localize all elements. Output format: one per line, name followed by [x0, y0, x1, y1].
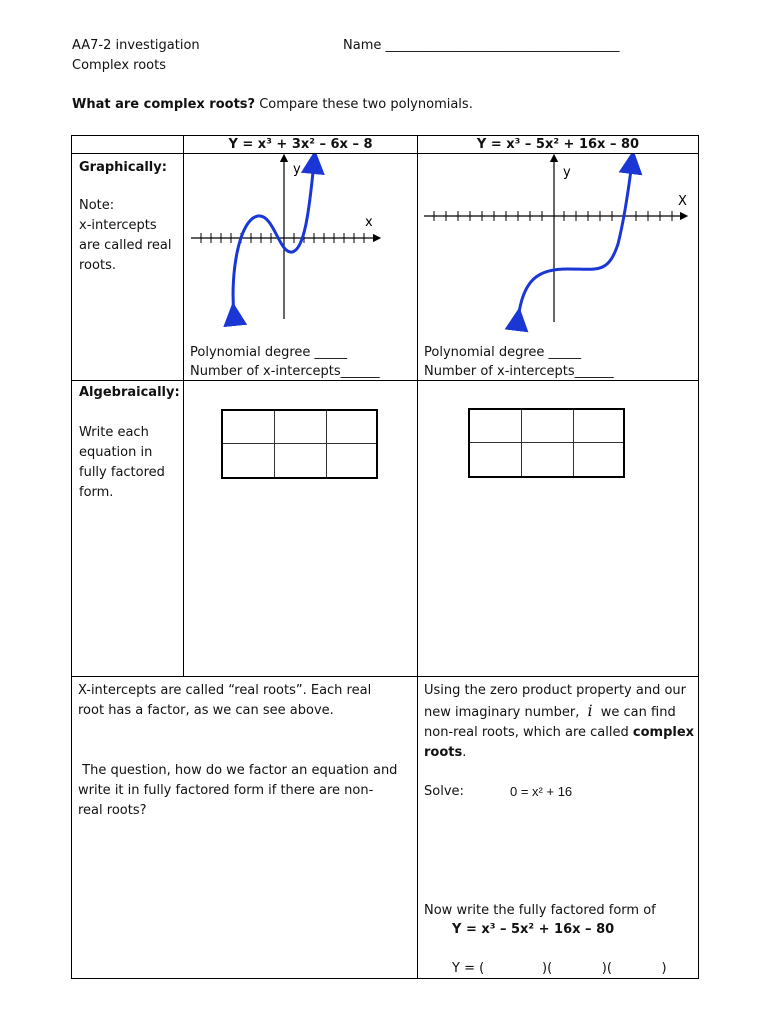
topic-title: Complex roots [72, 58, 166, 73]
graph-2 [418, 154, 698, 344]
name-field[interactable]: Name ____________________________________ [343, 38, 620, 53]
graph2-x-label: X [678, 194, 687, 209]
factor-box-1[interactable] [221, 409, 378, 479]
question-line [72, 97, 473, 112]
factor-box-2[interactable] [468, 408, 625, 478]
question-text: The question, how do we factor an equation and write it in fully factored form if there are non- real roots? [78, 763, 398, 818]
curve-2 [518, 162, 632, 319]
factored-form-blanks[interactable]: Y = ( )( )( ) [452, 961, 667, 976]
solve-equation: 0 = x² + 16 [510, 784, 573, 799]
question-bold: What are complex roots? [72, 97, 256, 112]
col2-title: Y = x³ – 5x² + 16x – 80 [476, 137, 640, 152]
course-title: AA7-2 investigation [72, 38, 200, 53]
question-rest: Compare these two polynomials. [255, 97, 473, 112]
graph-row-label: Graphically: [79, 160, 167, 175]
now-write-text: Now write the fully factored form of [424, 903, 656, 918]
graph2-y-label: y [563, 165, 571, 180]
degree-2: Polynomial degree _____ [424, 345, 582, 360]
alg-row-label: Algebraically: [79, 385, 180, 400]
alg-instructions: Write each equation in fully factored form. [79, 425, 165, 500]
col1-title: Y = x³ + 3x² – 6x – 8 [228, 137, 373, 152]
graph-1 [184, 154, 417, 344]
intercepts-1: Number of x-intercepts______ [190, 364, 380, 379]
equation-2: Y = x³ – 5x² + 16x – 80 [452, 922, 615, 937]
graph1-x-label: x [365, 215, 373, 230]
imaginary-i: i [587, 701, 593, 720]
degree-1: Polynomial degree _____ [190, 345, 348, 360]
real-roots-text: X-intercepts are called “real roots”. Each real root has a factor, as we can see above. [78, 683, 372, 718]
graph1-y-label: y [293, 162, 301, 177]
complex-roots-text: Using the zero product property and our new imaginary number, i we can find non-real roots, which are called complex roots. [424, 683, 695, 760]
solve-label: Solve: [424, 784, 464, 799]
intercepts-2: Number of x-intercepts______ [424, 364, 614, 379]
graph-note: Note: x-intercepts are called real roots. [79, 198, 172, 273]
